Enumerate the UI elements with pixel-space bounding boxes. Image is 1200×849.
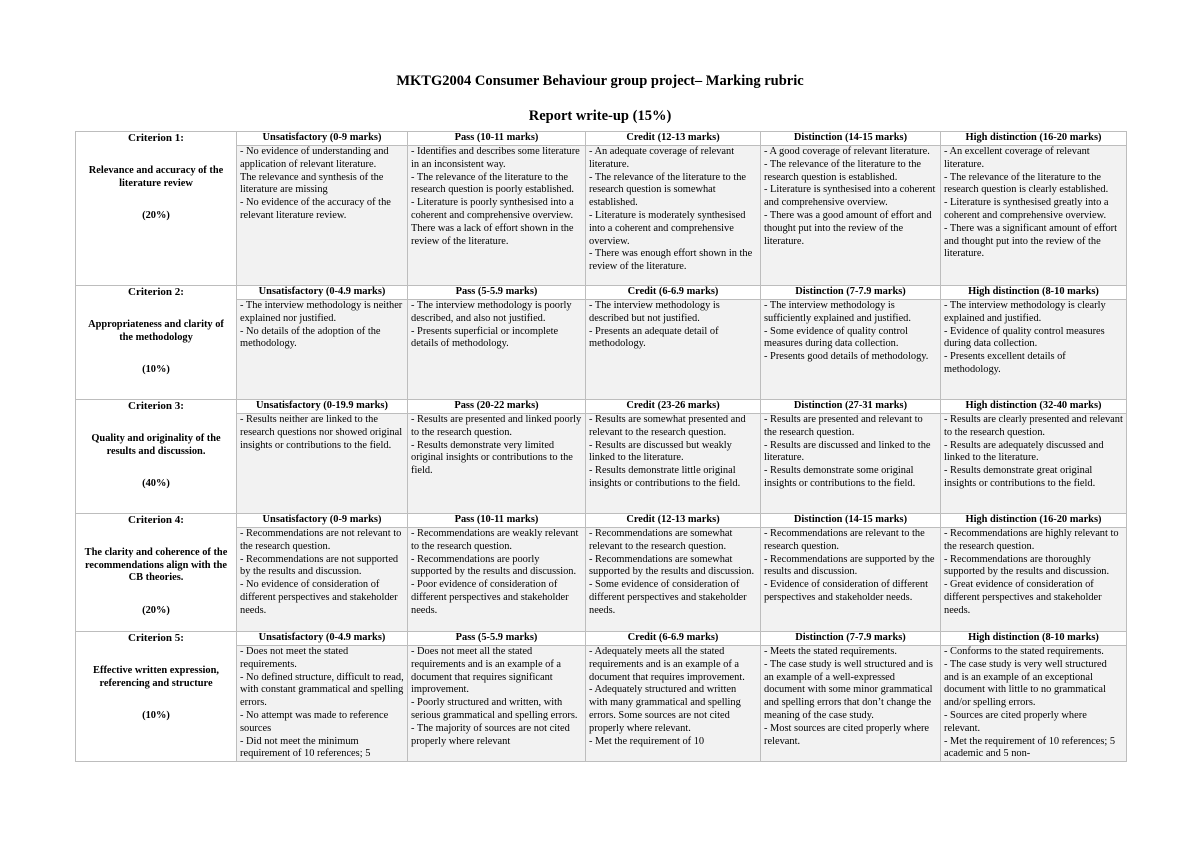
grade-header-unsatisfactory: Unsatisfactory (0-19.9 marks) [237,400,408,414]
criterion-header-row [76,400,1127,414]
grade-header-pass: Pass (20-22 marks) [408,400,586,414]
descriptor-line: - Recommendations are not supported by the results and discussion. [240,553,399,578]
grade-header-distinction: Distinction (27-31 marks) [761,400,941,414]
descriptor-cell-pass [408,146,586,286]
criterion-header-row [76,286,1127,300]
descriptor-line: - Meets the stated requirements. [764,646,898,657]
descriptor-cell-credit [586,414,761,514]
descriptor-cell-unsatisfactory [237,646,408,762]
descriptor-cell-unsatisfactory [237,414,408,514]
descriptor-line: - Literature is poorly synthesised into a coherent and comprehensive overview. [411,197,574,221]
descriptor-line: - Sources are cited properly where relevant. [944,709,1087,734]
descriptor-line: - Results are discussed and linked to the literature. [764,439,931,464]
descriptor-line: - Results neither are linked to the research questions nor showed original insights or contributions to the field. [240,414,403,451]
descriptor-line: - The relevance of the literature to the research question is established. [764,158,922,183]
descriptor-line: - The interview methodology is described but not justified. [589,300,720,324]
criterion-description: Quality and originality of the results and discussion. [91,432,221,457]
descriptor-line: - Does not meet the stated requirements. [240,646,349,670]
descriptor-line: - Recommendations are poorly supported by the results and discussion. [411,553,577,578]
criterion-cell [76,514,237,632]
descriptor-line: - The interview methodology is poorly described, and also not justified. [411,300,572,324]
descriptor-line: - There was a significant amount of effort and thought put into the review of the literature. [944,222,1118,260]
descriptor-line: - There was a good amount of effort and thought put into the review of the literature. [764,209,932,247]
descriptor-cell-credit [586,146,761,286]
grade-header-pass: Pass (10-11 marks) [408,514,586,528]
criterion-header-row [76,514,1127,528]
grade-header-distinction: Distinction (7-7.9 marks) [761,632,941,646]
criterion-header-row [76,632,1127,646]
grade-header-pass: Pass (10-11 marks) [408,132,586,146]
descriptor-cell-pass [408,414,586,514]
descriptor-line: - The interview methodology is clearly explained and justified. [944,300,1106,324]
descriptor-line: - There was enough effort shown in the review of the literature. [589,248,753,273]
grade-header-credit: Credit (6-6.9 marks) [586,286,761,300]
descriptor-line: - Recommendations are relevant to the research question. [764,528,925,552]
descriptor-line: - Poor evidence of consideration of different perspectives and stakeholder needs. [411,579,569,616]
descriptor-line: - No evidence of consideration of different perspectives and stakeholder needs. [240,579,398,616]
grade-header-pass: Pass (5-5.9 marks) [408,286,586,300]
descriptor-line: - Poorly structured and written, with serious grammatical and spelling errors. [411,697,578,721]
descriptor-cell-high-distinction [941,528,1127,632]
grade-header-credit: Credit (12-13 marks) [586,132,761,146]
descriptor-line: - No defined structure, difficult to read, with constant grammatical and spelling errors. [240,671,404,709]
descriptor-line: - Did not meet the minimum requirement of 10 references; 5 [240,735,371,760]
descriptor-line: - Recommendations are somewhat supported by the results and discussion. [589,553,755,578]
descriptor-cell-high-distinction [941,646,1127,762]
grade-header-credit: Credit (23-26 marks) [586,400,761,414]
descriptor-cell-unsatisfactory [237,146,408,286]
descriptor-line: - Evidence of consideration of different perspectives and stakeholder needs. [764,579,928,603]
grade-header-high-distinction: High distinction (16-20 marks) [941,514,1127,528]
grade-header-unsatisfactory: Unsatisfactory (0-4.9 marks) [237,632,408,646]
grade-header-credit: Credit (12-13 marks) [586,514,761,528]
descriptor-cell-distinction [761,646,941,762]
descriptor-line: - Results are discussed but weakly linked to the literature. [589,439,732,464]
descriptor-line: - The relevance of the literature to the research question is poorly established. [411,171,575,196]
grade-header-unsatisfactory: Unsatisfactory (0-9 marks) [237,132,408,146]
descriptor-line: - The case study is very well structured and is an example of an exceptional document with little to no grammatical and/or spelling errors. [944,658,1107,709]
section-title: Report write-up (15%) [528,108,672,124]
descriptor-line: - Presents superficial or incomplete details of methodology. [411,325,559,350]
descriptor-line: - Recommendations are not relevant to the research question. [240,528,402,552]
descriptor-cell-pass [408,646,586,762]
criterion-cell [76,132,237,286]
descriptor-line: - Literature is synthesised into a coherent and comprehensive overview. [764,184,936,209]
criterion-weight: (20%) [142,210,170,222]
descriptor-cell-unsatisfactory [237,300,408,400]
marking-rubric-table [75,131,1127,762]
grade-header-high-distinction: High distinction (8-10 marks) [941,286,1127,300]
descriptor-line: - No details of the adoption of the methodology. [240,325,381,350]
descriptor-cell-high-distinction [941,146,1127,286]
descriptor-cell-credit [586,300,761,400]
descriptor-line: - Some evidence of consideration of different perspectives and stakeholder needs. [589,579,747,616]
descriptor-cell-high-distinction [941,300,1127,400]
descriptor-line: - Met the requirement of 10 references; 5 academic and 5 non- [944,735,1116,760]
descriptor-line: - Results are presented and linked poorly to the research question. [411,414,582,438]
grade-header-distinction: Distinction (14-15 marks) [761,514,941,528]
criterion-cell [76,286,237,400]
descriptor-line: - No attempt was made to reference sources [240,709,389,734]
descriptor-line: - No evidence of understanding and application of relevant literature. [240,146,389,170]
criterion-description: Relevance and accuracy of the literature review [88,164,224,189]
criterion-weight: (40%) [142,478,170,490]
descriptor-line: - Results demonstrate some original insights or contributions to the field. [764,465,916,489]
criterion-cell [76,632,237,762]
criterion-name: Criterion 1: [128,132,184,144]
descriptor-line: - The case study is well structured and is an example of a well-expressed document with some minor grammatical and spelling errors that don’t change the meaning of the case study. [764,658,933,721]
descriptor-line: - No evidence of the accuracy of the relevant literature review. [240,197,391,221]
descriptor-line: - Results are clearly presented and relevant to the research question. [944,414,1123,438]
descriptor-line: - Presents an adequate detail of methodology. [589,325,719,350]
descriptor-line: The relevance and synthesis of the literature are missing [240,171,384,196]
descriptor-cell-pass [408,528,586,632]
descriptor-cell-pass [408,300,586,400]
descriptor-line: - Does not meet all the stated requirements and is an example of a document that requires significant improvement. [411,646,562,696]
descriptor-line: - Recommendations are supported by the results and discussion. [764,553,935,578]
descriptor-cell-unsatisfactory [237,528,408,632]
grade-header-unsatisfactory: Unsatisfactory (0-9 marks) [237,514,408,528]
descriptor-line: - Results demonstrate very limited original insights or contributions to the field. [411,439,573,477]
descriptor-line: - A good coverage of relevant literature. [764,146,930,157]
descriptor-line: - Recommendations are somewhat relevant to the research question. [589,528,733,552]
descriptor-line: - Recommendations are weakly relevant to the research question. [411,528,579,552]
descriptor-line: - Adequately structured and written with many grammatical and spelling errors. Some sources are not cited properly where relevant. [589,684,741,734]
descriptor-line: - Literature is synthesised greatly into a coherent and comprehensive overview. [944,197,1109,221]
criterion-name: Criterion 4: [128,514,184,526]
descriptor-line: - Results are adequately discussed and linked to the literature. [944,439,1104,464]
grade-header-unsatisfactory: Unsatisfactory (0-4.9 marks) [237,286,408,300]
criterion-name: Criterion 5: [128,632,184,644]
grade-header-distinction: Distinction (14-15 marks) [761,132,941,146]
grade-header-distinction: Distinction (7-7.9 marks) [761,286,941,300]
descriptor-line: - Some evidence of quality control measures during data collection. [764,325,908,350]
descriptor-line: - The interview methodology is sufficiently explained and justified. [764,300,911,324]
criterion-description: Effective written expression, referencing and structure [93,664,219,689]
criterion-name: Criterion 3: [128,400,184,412]
descriptor-line: - Results demonstrate little original insights or contributions to the field. [589,465,741,489]
criterion-cell [76,400,237,514]
criterion-weight: (20%) [142,605,170,617]
descriptor-line: - An adequate coverage of relevant literature. [589,146,735,170]
descriptor-line: - Conforms to the stated requirements. [944,646,1104,657]
descriptor-line: - Literature is moderately synthesised into a coherent and comprehensive overview. [589,209,746,247]
criterion-header-row [76,132,1127,146]
descriptor-line: - Great evidence of consideration of different perspectives and stakeholder needs. [944,579,1102,616]
descriptor-line: - The majority of sources are not cited properly where relevant [411,722,570,747]
descriptor-cell-distinction [761,300,941,400]
descriptor-line: - Presents excellent details of methodology. [944,351,1066,375]
descriptor-cell-credit [586,528,761,632]
grade-header-high-distinction: High distinction (16-20 marks) [941,132,1127,146]
descriptor-cell-distinction [761,528,941,632]
criterion-description: The clarity and coherence of the recommendations align with the CB theories. [84,546,228,584]
descriptor-line: - Identifies and describes some literature in an inconsistent way. [411,146,580,170]
criterion-weight: (10%) [142,710,170,722]
grade-header-high-distinction: High distinction (32-40 marks) [941,400,1127,414]
descriptor-cell-high-distinction [941,414,1127,514]
descriptor-line: - Presents good details of methodology. [764,351,929,363]
descriptor-line: - Most sources are cited properly where relevant. [764,722,930,747]
descriptor-cell-distinction [761,414,941,514]
descriptor-cell-distinction [761,146,941,286]
descriptor-line: - The relevance of the literature to the research question is somewhat established. [589,171,747,209]
descriptor-line: - The relevance of the literature to the research question is clearly established. [944,171,1109,196]
descriptor-line: - The interview methodology is neither explained nor justified. [240,300,403,324]
descriptor-line: - Met the requirement of 10 [589,735,705,747]
criterion-weight: (10%) [142,364,170,376]
descriptor-line: - Results demonstrate great original insights or contributions to the field. [944,465,1096,489]
criterion-name: Criterion 2: [128,286,184,298]
descriptor-line: There was a lack of effort shown in the review of the literature. [411,222,574,247]
descriptor-line: - An excellent coverage of relevant literature. [944,146,1090,170]
descriptor-line: - Recommendations are highly relevant to the research question. [944,528,1119,552]
descriptor-line: - Results are somewhat presented and relevant to the research question. [589,414,746,438]
descriptor-line: - Recommendations are thoroughly supported by the results and discussion. [944,553,1110,578]
grade-header-credit: Credit (6-6.9 marks) [586,632,761,646]
descriptor-line: - Results are presented and relevant to the research question. [764,414,923,438]
grade-header-pass: Pass (5-5.9 marks) [408,632,586,646]
document-title: MKTG2004 Consumer Behaviour group project– Marking rubric [396,73,804,89]
descriptor-cell-credit [586,646,761,762]
descriptor-line: - Evidence of quality control measures during data collection. [944,325,1105,350]
descriptor-line: - Adequately meets all the stated requirements and is an example of a document that requires improvement. [589,646,745,683]
criterion-description: Appropriateness and clarity of the methodology [88,318,224,343]
grade-header-high-distinction: High distinction (8-10 marks) [941,632,1127,646]
